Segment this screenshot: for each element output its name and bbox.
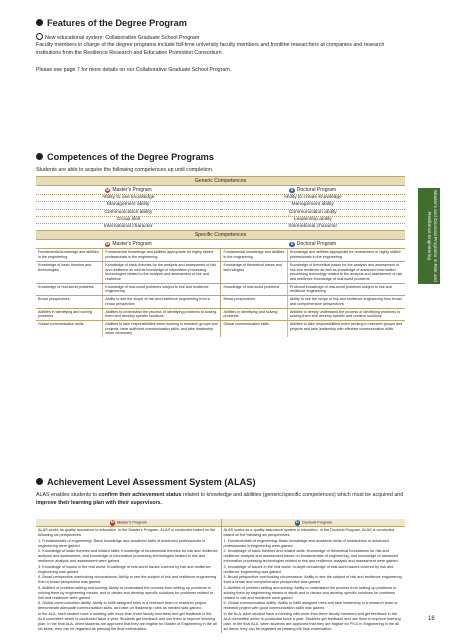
specific-competences-rows xyxy=(36,248,405,337)
generic-masters-column xyxy=(36,186,221,230)
masters-competence-description: Abilities to understand the process of identifying problems to solving them and develop specific solutions xyxy=(102,309,220,320)
generic-item: Group skill xyxy=(36,216,221,223)
masters-competence-description: Ability to see the scope of risk and resilience engineering from a broad perspective xyxy=(102,296,220,307)
alas-masters-item: 2. Knowledge of basic theories and related skills: Knowledge of fundamental theories for risk and resilience analysis and assessment, and knowledge of information processing technologies related to risk and resilience analysis and assessment were gained xyxy=(38,549,218,563)
masters-competence-description: Fundamental knowledge and abilities appropriate for highly skilled professionals in the engineering xyxy=(102,249,220,260)
doctoral-competence-description: Ability to see the scope of risk and resilience engineering from broad and comprehensive perspectives xyxy=(287,296,405,307)
generic-item: Communication ability xyxy=(36,209,221,216)
features-lead: New educational system: Collaborative Graduate School Program xyxy=(36,33,402,43)
alas-doctoral-item: 5. Abilities of problem-setting and solving: Ability to understand the process from setting up problems to solving them by engineering means in depth and to devise and develop specific solutions for problems related to risk and resilience were gained xyxy=(223,585,397,600)
specific-competence-row xyxy=(36,248,405,260)
alas-masters-item: 1. Fundamentals of engineering: Basic knowledge and academic skills of advanced professionals in engineering were gained xyxy=(38,538,206,548)
specific-competence-row xyxy=(36,261,405,283)
alas-doctoral-column xyxy=(221,527,406,633)
specific-competence-row xyxy=(36,320,405,337)
competences-intro: Students are able to acquire the following competences up until completion. xyxy=(36,167,214,173)
masters-badge-icon: M xyxy=(110,520,114,524)
doctoral-badge-icon: D xyxy=(290,187,294,192)
alas-doctoral-intro: ALAS works as a quality assurance system in education. In the Doctoral Program, ALAS is conducted based on the following six perspectives. xyxy=(223,528,395,537)
alas-doctoral-item: 4. Broad perspective overlooking circumstance: Ability to see the subject of risk and resilience engineering from a broad and comprehensive perspective was gained xyxy=(223,575,402,584)
masters-competence-name: Broad perspectives xyxy=(38,297,70,302)
alas-masters-item: 4. Broad perspective overlooking circumstance: Ability to see the subject of risk and resilience engineering from a broad perspective was gained xyxy=(38,575,217,584)
bullet-icon xyxy=(36,153,43,160)
alas-doctoral-outro: In the ALA, each student have a meeting with more than three faculty members and get feedback in the ALA committee which is conducted twice a year. Students get feedback and use them to improve learning plan. In the final ALA, when students are approved that they are eligible for Ph.D in Engineering in the all six items, they can be regarded as passing the final examination. xyxy=(223,611,401,631)
alas-doctoral-item: 6. Global communication ability: Ability to fulfill assigned roles and take leadership in a research team or research project with good communication skills was gained xyxy=(223,601,398,610)
masters-badge-icon: M xyxy=(106,241,110,246)
generic-item: Management ability xyxy=(36,201,221,208)
alas-intro: ALAS enables students to confirm their achievement status related to knowledge and abilities (generic/specific competences) which must be acquired and improve their learning plan with their supervisors. xyxy=(36,492,404,506)
masters-program-label: M Master's Program xyxy=(106,187,152,193)
masters-competence-name: Knowledge of real-world problems xyxy=(38,284,94,289)
doctoral-competence-description: Knowledge and abilities appropriate for researchers or highly skilled professionals in the engineering xyxy=(287,249,405,260)
side-tab-label: Master's and Doctoral Programs in Risk and Resilience Engineering xyxy=(427,190,438,282)
competences-table xyxy=(36,176,405,337)
generic-item: Ability to create knowledge xyxy=(221,194,406,201)
doctoral-program-label: D Doctoral Program xyxy=(290,187,337,193)
generic-item: Management ability xyxy=(221,201,406,208)
masters-competence-description: Knowledge of basic theories for the analysis and assessment of risk and resilience as well as knowledge of information processing technologies related to the analysis and assessment of risk and resilience xyxy=(102,262,220,283)
doctoral-competence-name: Knowledge of theoretical bases and technologies xyxy=(220,262,286,283)
masters-competence-name: Knowledge of basic theories and technologies xyxy=(38,262,92,272)
generic-competences-title: Generic Competences xyxy=(36,176,405,186)
alas-masters-intro: ALAS works as quality assurance in education. In the Master's Program, ALAS is conducted based on the following six perspectives. xyxy=(38,528,216,537)
masters-competence-name: Fundamental knowledge and abilities in the engineering xyxy=(38,250,99,260)
generic-item: Communication ability xyxy=(221,209,406,216)
specific-competence-row xyxy=(36,283,405,295)
alas-heading: Achievement Level Assessment System (ALAS) xyxy=(36,477,256,487)
generic-doctoral-column xyxy=(221,186,406,230)
doctoral-competence-name: Knowledge of real-world problems xyxy=(220,284,286,295)
doctoral-competence-description: Abilities to take responsibilities when working in research groups and projects and take leadership with effective communication skills xyxy=(287,321,405,337)
alas-masters-item: 6. Global communication ability: Ability to fulfill assigned roles in a research team or research project, demonstrate adequate communication skills, and take on leadership roles as needed was gained xyxy=(38,601,208,610)
doctoral-competence-name: Abilities in identifying and solving problems xyxy=(220,309,286,320)
alas-doctoral-item: 3. Knowledge of issues in the real world: In-depth knowledge of real-world issues covered by risk and resilience engineering was gained xyxy=(223,564,394,574)
features-paragraph: Faculty members in charge of the degree programs include full-time university faculty members and frontline researchers at companies and research institutions from the Resilience Research and Education Promotion Consortium. xyxy=(36,42,385,56)
features-heading: Features of the Degree Program xyxy=(36,18,187,28)
specific-competence-row xyxy=(36,295,405,307)
alas-masters-outro: In the ALA, each student have a meeting with more than three faculty members and get feedback in the ALA committee which is conducted twice a year. Students get feedback and use them to improve learning plan. In the final ALA, when students are approved that they are eligible for Master of Engineering in the all six items, they can be regarded as passing the final examination. xyxy=(38,611,217,631)
doctoral-program-label: D Doctoral Program xyxy=(221,519,406,527)
generic-item: Leadership ability xyxy=(221,216,406,223)
doctoral-badge-icon: D xyxy=(290,241,294,246)
features-paragraph-2: Please see page 7 for more details on our Collaborative Graduate School Program. xyxy=(36,67,232,73)
page-number: 18 xyxy=(428,616,435,622)
generic-item: International character xyxy=(36,223,221,230)
doctoral-badge-icon: D xyxy=(295,520,299,524)
masters-badge-icon: M xyxy=(106,187,110,192)
specific-competence-row xyxy=(36,308,405,320)
doctoral-competence-description: Knowledge of theoretical bases for the analysis and assessment of risk and resilience as well as knowledge of advanced information processing technology related to the analysis and assessment of risk and resilience Knowledge of real-world problems xyxy=(287,262,405,283)
competences-heading: Competences of the Degree Programs xyxy=(36,152,214,162)
generic-item: Ability to use knowledge xyxy=(36,194,221,201)
alas-doctoral-item: 2. Knowledge of basic theories and related skills: Knowledge of theoretical foundations for risk and resilience analysis and assessment based on fundamentals of engineering, and knowledge of advanced information processing technologies related to risk and resilience analysis and assessment were gained xyxy=(223,549,399,563)
specific-competences-title: Specific Competences xyxy=(36,230,405,240)
doctoral-program-label: D Doctoral Program xyxy=(290,241,337,248)
bullet-icon xyxy=(36,478,43,485)
masters-competence-name: Global communication skills xyxy=(38,321,84,326)
masters-competence-name: Abilities in identifying and solving problems xyxy=(38,309,92,319)
doctoral-competence-description: Profound knowledge of real-world problems subject to risk and resilience engineering xyxy=(287,284,405,295)
doctoral-competence-name: Global communication skills xyxy=(220,321,286,337)
masters-program-label: M Master's Program xyxy=(106,241,152,248)
side-tab xyxy=(418,188,440,284)
masters-competence-description: Abilities to take responsibilities when working in research groups and projects; have sufficient communication skills; and take leadership when necessary xyxy=(102,321,220,337)
alas-doctoral-item: 1. Fundamentals of engineering: Basic knowledge and academic skills of researchers or advanced professionals in engineering were gained xyxy=(223,538,389,548)
generic-item: International character xyxy=(221,223,406,230)
alas-masters-column xyxy=(36,527,221,633)
masters-competence-description: Knowledge of real-world problems subject to risk and resilience engineering xyxy=(102,284,220,295)
alas-masters-item: 5. Abilities of problem-setting and solving: Ability to understand the process from setting up problems to solving them by engineering means, and to devise and develop specific solutions for problems related to risk and resilience were gained xyxy=(38,585,213,600)
doctoral-competence-name: Fundamental knowledge and abilities in the engineering xyxy=(220,249,286,260)
bullet-icon xyxy=(36,19,43,26)
masters-program-label: M Master's Program xyxy=(36,519,221,527)
alas-masters-item: 3. Knowledge of issues in the real world: Knowledge of real-world issues covered by risk and resilience engineering was gained xyxy=(38,564,211,574)
circle-icon xyxy=(36,33,43,40)
doctoral-competence-description: Abilities to deeply understand the process of identifying problems to solving them and develop specific and creative solutions xyxy=(287,309,405,320)
doctoral-competence-name: Broad perspectives xyxy=(220,296,286,307)
alas-table xyxy=(36,519,405,633)
